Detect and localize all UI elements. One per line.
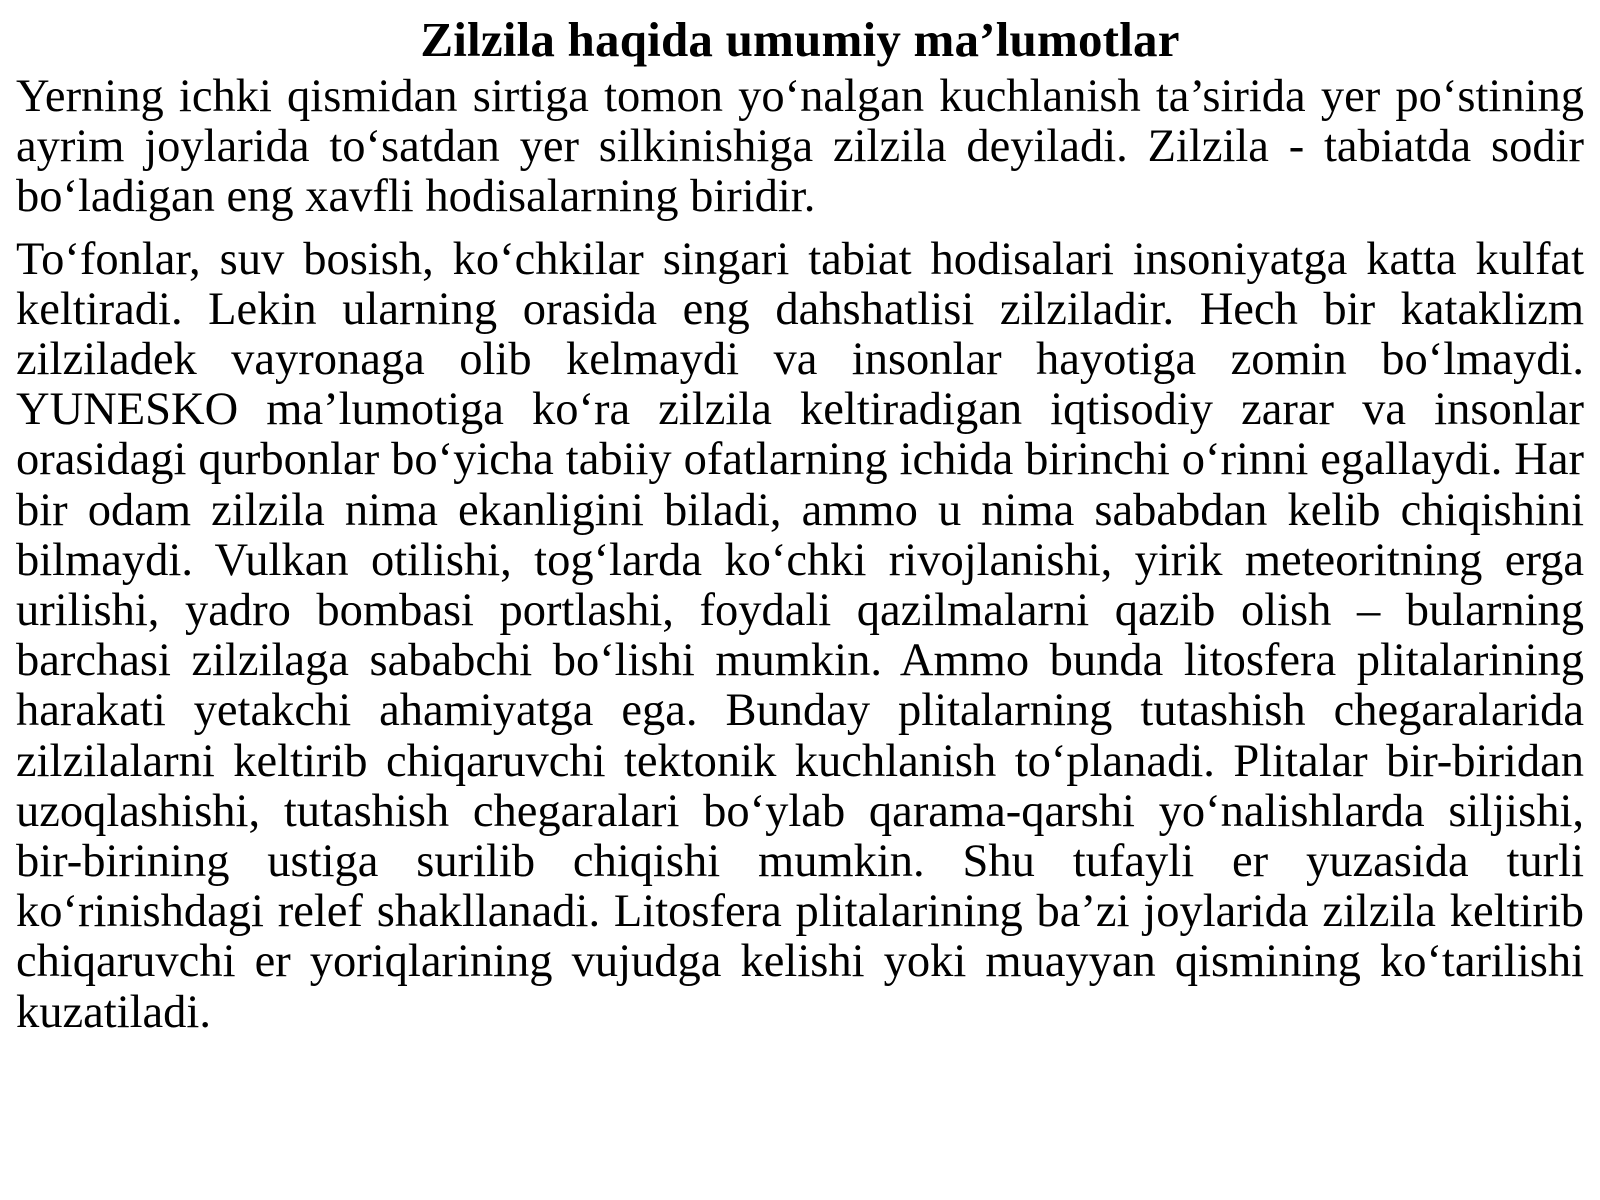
paragraph-main: To‘fonlar, suv bosish, ko‘chkilar singari tabiat hodisalari insoniyatga katta kulfat keltiradi. Lekin ularning orasida eng dahshatlisi zilziladir. Hech bir kataklizm zilziladek vayronaga olib kelmaydi va insonlar hayotiga zomin bo‘lmaydi. YUNESKO ma’lumotiga ko‘ra zilzila keltiradigan iqtisodiy zarar va insonlar orasidagi qurbonlar bo‘yicha tabiiy ofatlarning ichida birinchi o‘rinni egallaydi. Har bir odam zilzila nima ekanligini biladi, ammo u nima sababdan kelib chiqishini bilmaydi. Vulkan otilishi, tog‘larda ko‘chki rivojlanishi, yirik meteoritning erga urilishi, yadro bombasi portlashi, foydali qazilmalarni qazib olish – bularning barchasi zilzilaga sababchi bo‘lishi mumkin. Ammo bunda litosfera plitalarining harakati yetakchi ahamiyatga ega. Bunday plitalarning tutashish chegaralarida zilzilalarni keltirib chiqaruvchi tektonik kuchlanish to‘planadi. Plitalar bir-biridan uzoqlashishi, tutashish chegaralari bo‘ylab qarama-qarshi yo‘nalishlarda siljishi, bir-birining ustiga surilib chiqishi mumkin. Shu tufayli er yuzasida turli ko‘rinishdagi relef shakllanadi. Litosfera plitalarining ba’zi joylarida zilzila keltirib chiqaruvchi er yoriqlarining vujudga kelishi yoki muayyan qismining ko‘tarilishi kuzatiladi. <box>16 233 1584 1038</box>
document-page <box>16 8 1584 1038</box>
paragraph-definition: Yerning ichki qismidan sirtiga tomon yo‘nalgan kuchlanish ta’sirida yer po‘stining ayrim joylarida to‘satdan yer silkinishiga zilzila deyiladi. Zilzila - tabiatda sodir bo‘ladigan eng xavfli hodisalarning biridir. <box>16 71 1584 223</box>
document-title: Zilzila haqida umumiy ma’lumotlar <box>420 12 1180 67</box>
